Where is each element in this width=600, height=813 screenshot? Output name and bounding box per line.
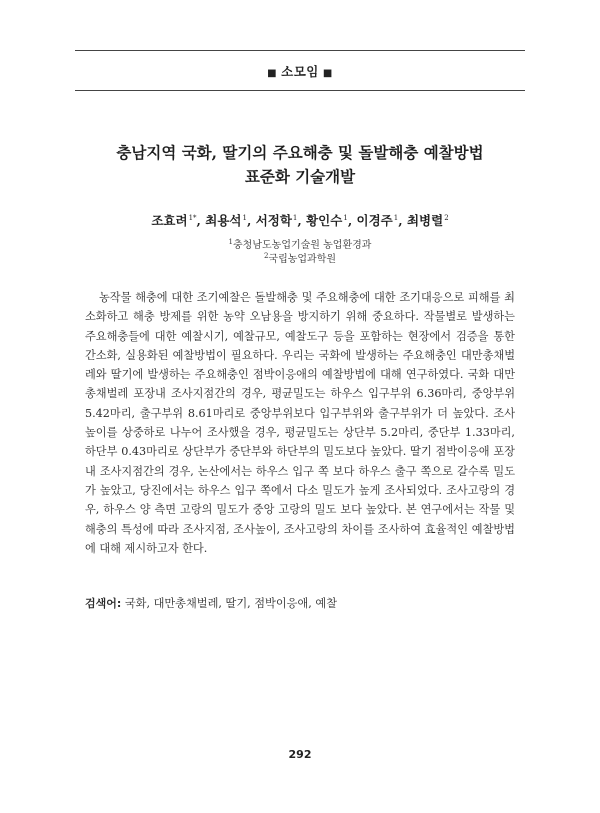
section-label (0, 62, 600, 80)
section-rule (75, 90, 525, 91)
author: 최병렬$^2$ (406, 213, 449, 228)
keywords-line (85, 595, 515, 611)
bullet-square-right: ■ (322, 68, 333, 79)
affiliation-1: $^1$충청남도농업기술원 농업환경과 (228, 238, 372, 251)
author: 황인수$^1$ (306, 213, 348, 228)
page-number: 292 (288, 748, 312, 761)
author: 이경주$^1$ (356, 213, 399, 228)
bullet-square-left: ■ (267, 68, 278, 79)
author-list: 조효려$^{1*}$, 최용석$^1$, 서정학$^1$, 황인수$^1$, 이경주$^1$, 최병렬$^2$ (151, 213, 449, 228)
keywords-text: 국화, 대만총채벌레, 딸기, 점박이응애, 예찰 (124, 597, 338, 610)
abstract-body: 농작물 해충에 대한 조기예찰은 돌발해충 및 주요해충에 대한 조기대응으로 피해를 최소화하고 해충 방제를 위한 농약 오남용을 방지하기 위해 중요하다. 작물별로 발생하는 주요해충들에 대한 예찰시기, 예찰규모, 예찰도구 등을 포함하는 현장에서 검증을 통한 간소화, 실용화된 예찰방법이 필요하다. 우리는 국화에 발생하는 주요해충인 대만총채벌레와 딸기에 발생하는 주요해충인 점박이응애의 예찰방법에 대해 연구하였다. 국화 대만총채벌레 포장내 조사지점간의 경우, 평균밀도는 하우스 입구부위 6.36마리, 중앙부위 5.42마리, 출구부위 8.61마리로 중앙부위보다 입구부위와 출구부위가 더 높았다. 조사높이를 상중하로 나누어 조사했을 경우, 평균밀도는 상단부 5.2마리, 중단부 1.33마리, 하단부 0.43마리로 상단부가 중단부와 하단부의 밀도보다 높았다. 딸기 점박이응애 포장내 조사지점간의 경우, 논산에서는 하우스 입구 쪽 보다 하우스 출구 쪽으로 갈수록 밀도가 높았고, 당진에서는 하우스 입구 쪽에서 다소 밀도가 높게 조사되었다. 조사고랑의 경우, 하우스 양 측면 고랑의 밀도가 중앙 고랑의 밀도 보다 높았다. 본 연구에서는 작물 및 해충의 특성에 따라 조사지점, 조사높이, 조사고랑의 차이를 조사하여 효율적인 예찰방법에 대해 제시하고자 한다. (85, 291, 515, 555)
keywords-label: 검색어: (85, 597, 122, 610)
title-line-1: 충남지역 국화, 딸기의 주요해충 및 돌발해충 예찰방법 (116, 143, 484, 162)
paper-title (60, 141, 540, 189)
author: 최용석$^1$ (205, 213, 247, 228)
title-line-2: 표준화 기술개발 (244, 167, 356, 186)
affiliation-2: $^2$국립농업과학원 (263, 252, 337, 265)
section-label-text: 소모임 (281, 64, 319, 79)
top-rule (75, 50, 525, 51)
author: 조효려$^{1*}$ (151, 213, 197, 228)
author: 서정학$^1$ (255, 213, 298, 228)
